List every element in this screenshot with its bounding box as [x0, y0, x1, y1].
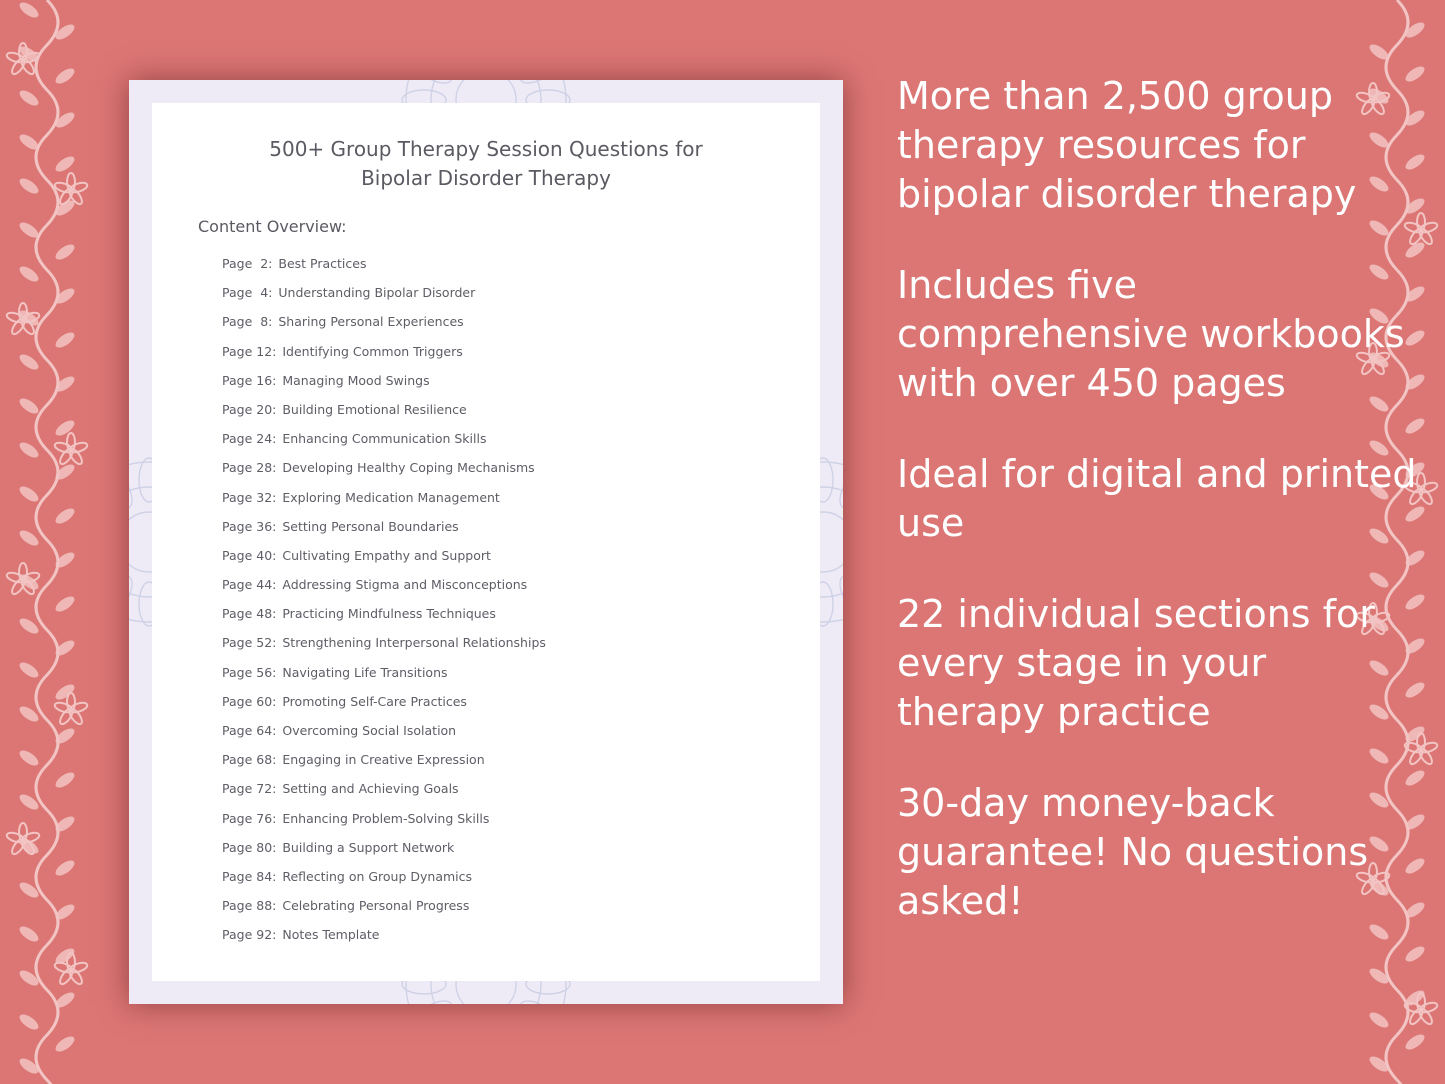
- toc-section-title: Identifying Common Triggers: [282, 343, 463, 359]
- toc-section-title: Reflecting on Group Dynamics: [282, 868, 473, 884]
- toc-section-title: Engaging in Creative Expression: [282, 752, 485, 768]
- toc-item: [222, 518, 546, 547]
- toc-item: [222, 926, 546, 955]
- toc-section-title: Promoting Self-Care Practices: [282, 693, 467, 709]
- toc-page-number: Page 60:: [222, 693, 277, 709]
- toc-page-number: Page 8:: [222, 314, 273, 330]
- toc-page-number: Page 92:: [222, 927, 277, 943]
- toc-section-title: Developing Healthy Coping Mechanisms: [282, 460, 535, 476]
- toc-section-title: Understanding Bipolar Disorder: [278, 285, 476, 301]
- toc-page-number: Page 44:: [222, 577, 277, 593]
- toc-item: [222, 780, 546, 809]
- toc-item: [222, 343, 546, 372]
- toc-section-title: Notes Template: [282, 927, 380, 943]
- toc-item: [222, 897, 546, 926]
- toc-item: [222, 576, 546, 605]
- content-overview-label: Content Overview:: [198, 217, 347, 236]
- table-of-contents: [222, 255, 546, 956]
- toc-item: [222, 255, 546, 284]
- toc-section-title: Strengthening Interpersonal Relationships: [282, 635, 546, 651]
- toc-section-title: Enhancing Communication Skills: [282, 431, 487, 447]
- toc-section-title: Building Emotional Resilience: [282, 401, 467, 417]
- toc-item: [222, 284, 546, 313]
- toc-item: [222, 664, 546, 693]
- toc-section-title: Sharing Personal Experiences: [278, 314, 464, 330]
- toc-page-number: Page 72:: [222, 781, 277, 797]
- toc-item: [222, 868, 546, 897]
- toc-section-title: Cultivating Empathy and Support: [282, 547, 491, 563]
- toc-page-number: Page 12:: [222, 343, 277, 359]
- toc-item: [222, 810, 546, 839]
- toc-item: [222, 489, 546, 518]
- toc-page-number: Page 4:: [222, 285, 273, 301]
- feature-text: More than 2,500 group therapy resources for bipolar disorder therapy: [897, 74, 1357, 216]
- toc-section-title: Exploring Medication Management: [282, 489, 500, 505]
- toc-page-number: Page 76:: [222, 810, 277, 826]
- toc-section-title: Best Practices: [278, 256, 367, 271]
- toc-item: [222, 605, 546, 634]
- feature-text: Includes five comprehensive workbooks with over 450 pages: [897, 263, 1405, 405]
- toc-item: [222, 547, 546, 576]
- toc-section-title: Addressing Stigma and Misconceptions: [282, 577, 528, 593]
- feature-text: 30-day money-back guarantee! No questions asked!: [897, 781, 1369, 923]
- toc-page-number: Page 48:: [222, 606, 277, 622]
- document-title-line-2: Bipolar Disorder Therapy: [361, 166, 611, 190]
- toc-page-number: Page 24:: [222, 431, 277, 447]
- toc-item: [222, 372, 546, 401]
- toc-page-number: Page 84:: [222, 868, 277, 884]
- toc-item: [222, 634, 546, 663]
- toc-page-number: Page 2:: [222, 256, 273, 271]
- toc-item: [222, 459, 546, 488]
- toc-page-number: Page 80:: [222, 839, 277, 855]
- toc-item: [222, 313, 546, 342]
- toc-page-number: Page 16:: [222, 372, 277, 388]
- toc-section-title: Celebrating Personal Progress: [282, 898, 470, 914]
- floral-vine-left-icon: [0, 0, 95, 1084]
- toc-page-number: Page 32:: [222, 489, 277, 505]
- toc-item: [222, 693, 546, 722]
- toc-page-number: Page 68:: [222, 752, 277, 768]
- toc-section-title: Setting and Achieving Goals: [282, 781, 459, 797]
- toc-item: [222, 839, 546, 868]
- feature-text: Ideal for digital and printed use: [897, 452, 1417, 545]
- toc-page-number: Page 88:: [222, 898, 277, 914]
- toc-item: [222, 430, 546, 459]
- feature-text: 22 individual sections for every stage in your therapy practice: [897, 592, 1375, 734]
- toc-section-title: Setting Personal Boundaries: [282, 518, 459, 534]
- toc-page-number: Page 52:: [222, 635, 277, 651]
- toc-section-title: Building a Support Network: [282, 839, 455, 855]
- toc-section-title: Navigating Life Transitions: [282, 664, 448, 680]
- document-title-line-1: 500+ Group Therapy Session Questions for: [269, 137, 703, 161]
- toc-page-number: Page 36:: [222, 518, 277, 534]
- toc-page-number: Page 28:: [222, 460, 277, 476]
- document-title: [152, 135, 820, 193]
- toc-section-title: Managing Mood Swings: [282, 372, 430, 388]
- feature-list: [897, 72, 1417, 968]
- toc-page-number: Page 56:: [222, 664, 277, 680]
- document-preview: [129, 80, 843, 1004]
- toc-item: [222, 401, 546, 430]
- toc-page-number: Page 20:: [222, 401, 277, 417]
- toc-item: [222, 751, 546, 780]
- toc-page-number: Page 40:: [222, 547, 277, 563]
- toc-page-number: Page 64:: [222, 723, 277, 738]
- toc-item: [222, 722, 546, 751]
- toc-section-title: Practicing Mindfulness Techniques: [282, 606, 496, 622]
- document-sheet: [152, 103, 820, 981]
- toc-section-title: Enhancing Problem-Solving Skills: [282, 810, 490, 826]
- toc-section-title: Overcoming Social Isolation: [282, 723, 457, 738]
